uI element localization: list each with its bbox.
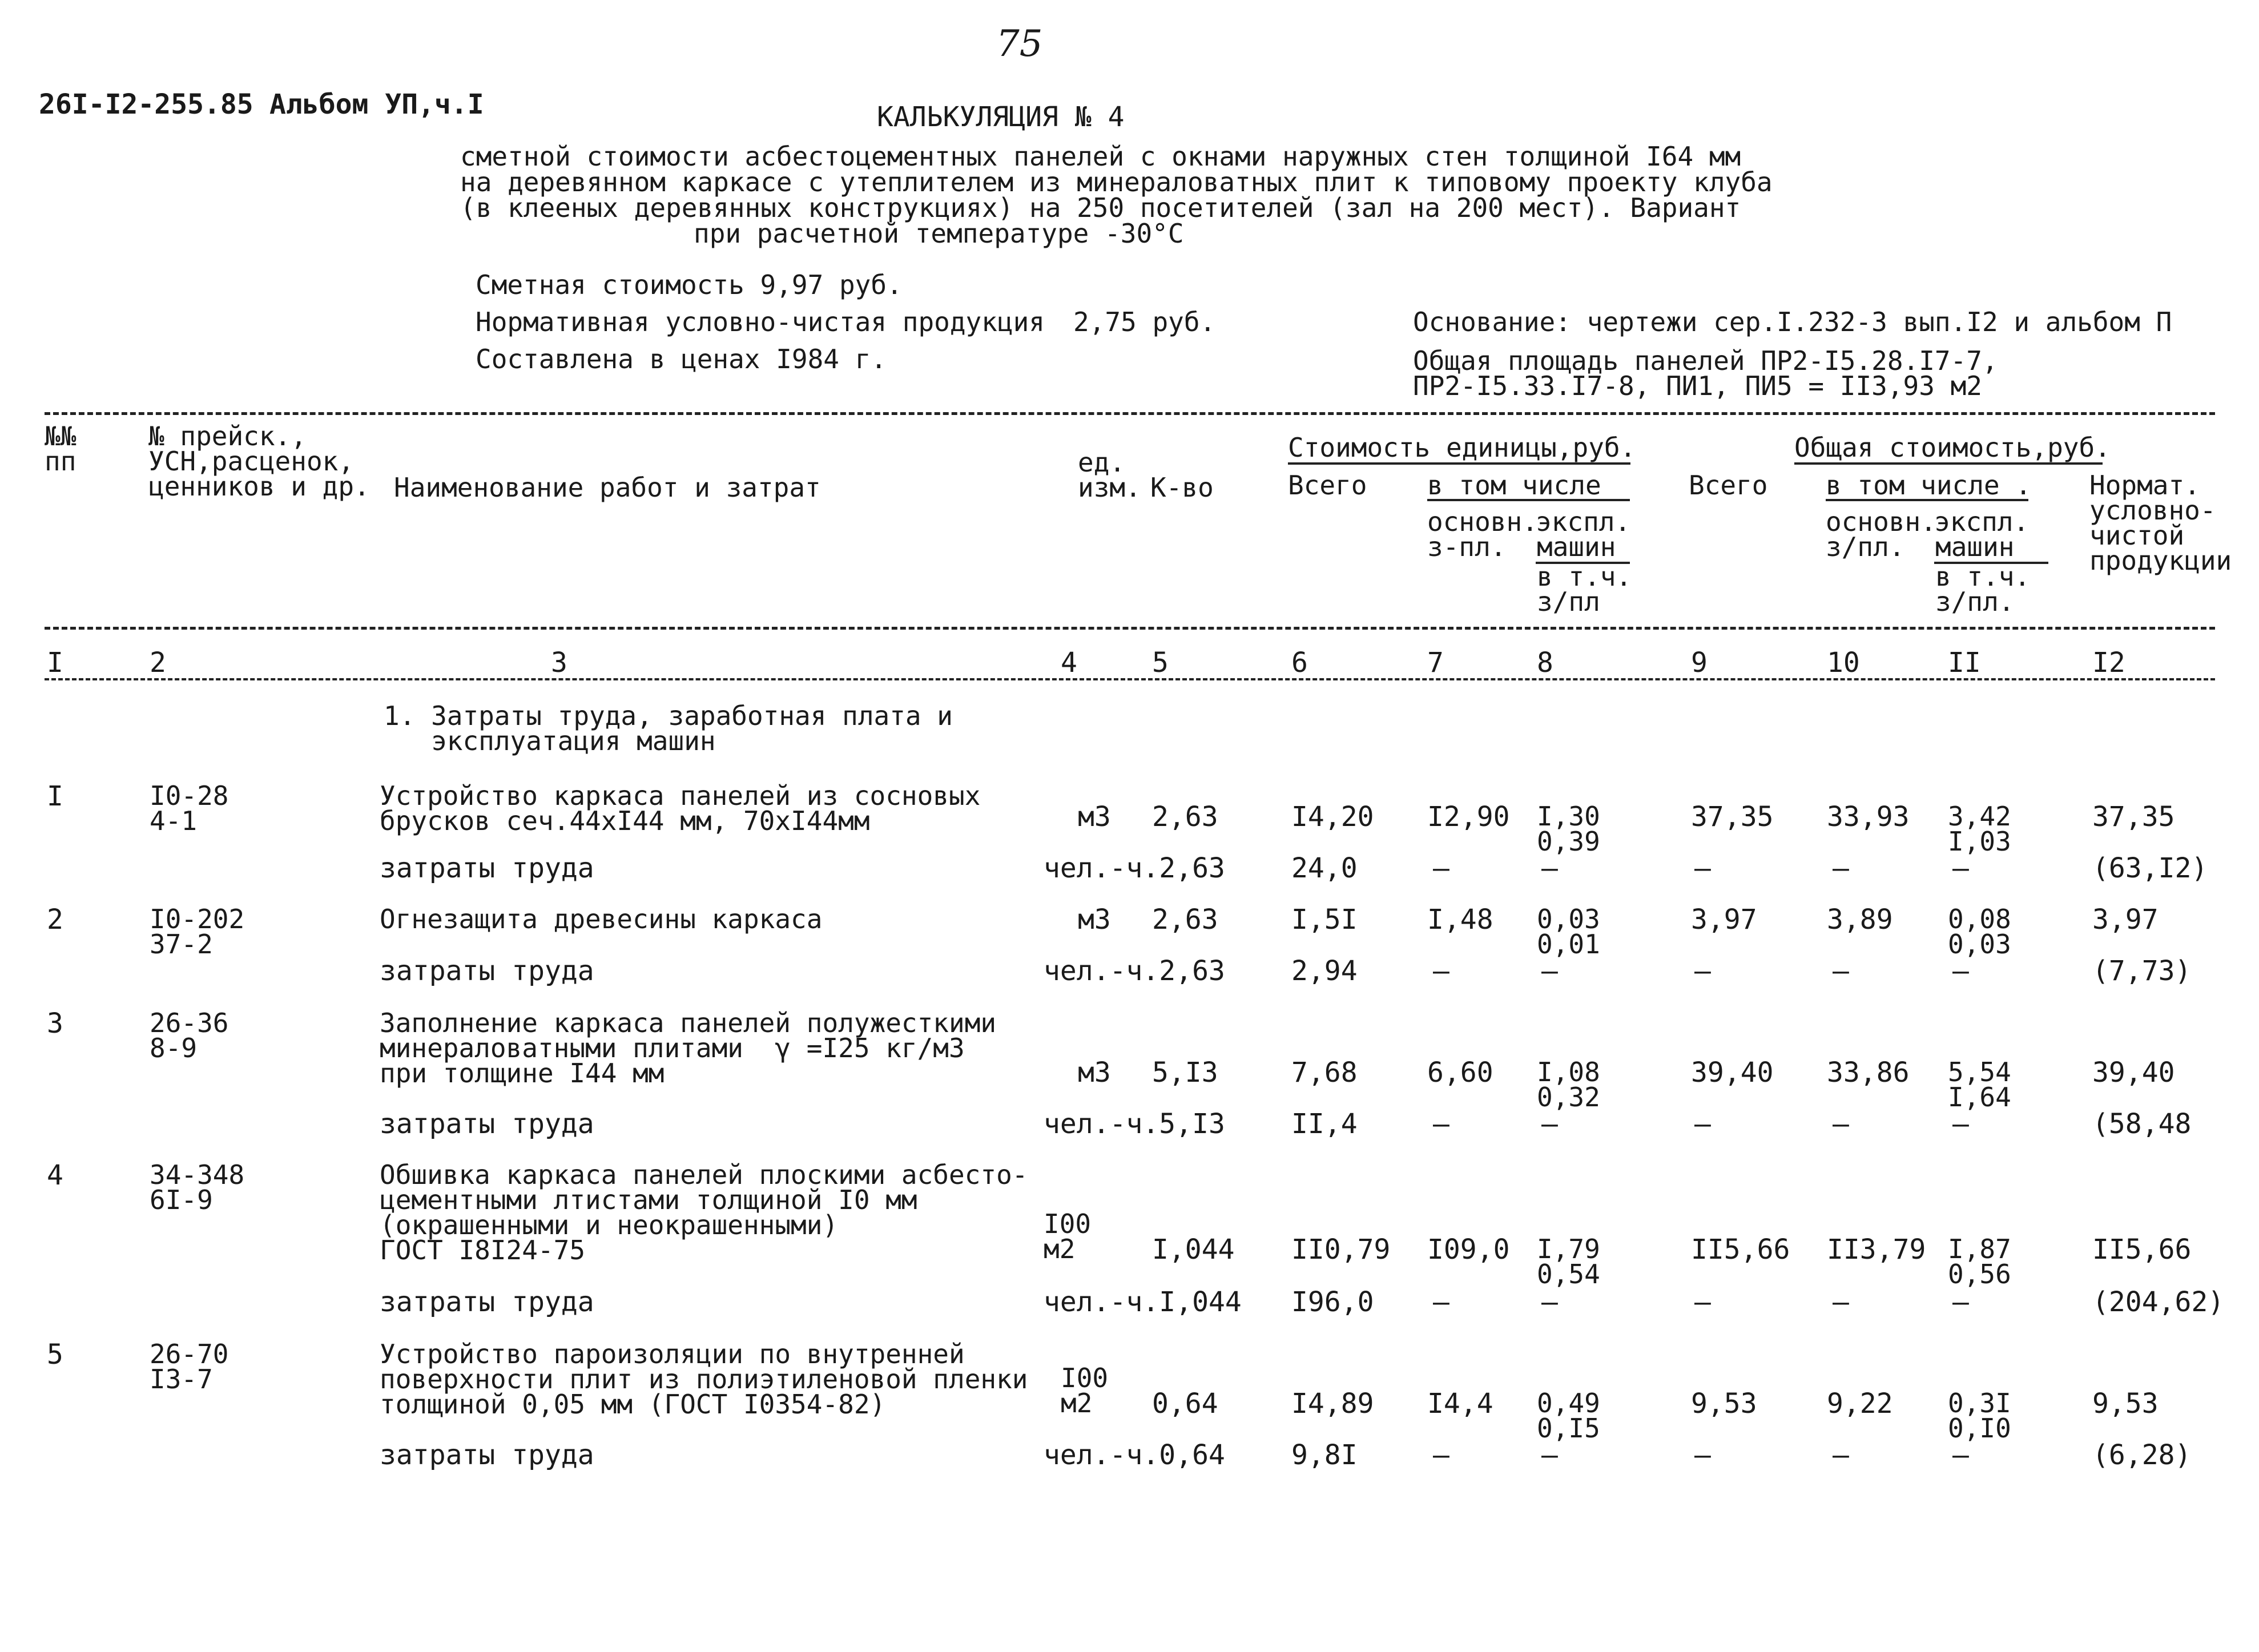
row-total: II5,66 bbox=[1691, 1234, 1790, 1266]
column-number: 7 bbox=[1427, 647, 1444, 679]
dash: – bbox=[1541, 852, 1558, 884]
row-number: 3 bbox=[47, 1008, 63, 1039]
header-bottom-rule bbox=[45, 627, 2215, 630]
labor-unit-qty: чел.-ч.2,63 bbox=[1044, 955, 1225, 987]
header-unit-incl: в том числе bbox=[1427, 470, 1601, 501]
column-number: 3 bbox=[551, 647, 567, 679]
row-unit-wage: 6,60 bbox=[1427, 1057, 1493, 1089]
dash: – bbox=[1952, 1439, 1969, 1471]
subtitle-line: на деревянном каркасе с утеплителем из минераловатных плит к типовому проекту клуба bbox=[460, 167, 1773, 198]
panel-area-line: Общая площадь панелей ПР2-I5.28.I7-7, bbox=[1413, 345, 1998, 376]
row-work-name: Огнезащита древесины каркаса bbox=[380, 904, 823, 934]
norm-product-value: 2,75 руб. bbox=[1073, 307, 1216, 337]
row-reference: I0-202 37-2 bbox=[150, 904, 245, 960]
dash: – bbox=[1433, 852, 1449, 884]
row-total-wage: 3,89 bbox=[1827, 904, 1893, 936]
row-norm-product: II5,66 bbox=[2092, 1234, 2192, 1266]
labor-unit-qty: чел.-ч.0,64 bbox=[1044, 1439, 1225, 1471]
labor-label: затраты труда bbox=[380, 955, 594, 987]
row-unit-machines: I,30 0,39 bbox=[1537, 801, 1600, 857]
row-number: 5 bbox=[47, 1339, 63, 1371]
dash: – bbox=[1433, 1439, 1449, 1471]
album-label: Альбом УП,ч.I bbox=[269, 88, 484, 120]
row-total: 39,40 bbox=[1691, 1057, 1774, 1089]
subtitle-line: сметной стоимости асбестоцементных панелей с окнами наружных стен толщиной I64 мм bbox=[460, 141, 1741, 172]
row-reference: I0-28 4-1 bbox=[150, 780, 229, 836]
header-total-incl-wage: в т.ч. з/пл. bbox=[1935, 561, 2031, 617]
labor-unit-qty: чел.-ч.5,I3 bbox=[1044, 1108, 1225, 1140]
row-number: I bbox=[47, 780, 63, 812]
header-total-incl: в том числе . bbox=[1826, 470, 2032, 501]
row-quantity: I,044 bbox=[1152, 1234, 1235, 1266]
column-number: 2 bbox=[150, 647, 166, 679]
page-number: 75 bbox=[996, 23, 1043, 65]
column-number: I bbox=[47, 647, 63, 679]
column-number: II bbox=[1948, 647, 1981, 679]
header-unit-incl-wage: в т.ч. з/пл bbox=[1537, 561, 1632, 617]
dash: – bbox=[1433, 1286, 1449, 1318]
dash: – bbox=[1833, 1286, 1849, 1318]
row-total: 9,53 bbox=[1691, 1388, 1757, 1420]
table-top-rule bbox=[45, 412, 2215, 415]
dash: – bbox=[1694, 1108, 1711, 1140]
dash: – bbox=[1952, 1286, 1969, 1318]
dash: – bbox=[1952, 852, 1969, 884]
row-unit: м3 bbox=[1078, 1057, 1111, 1089]
row-total-wage: 9,22 bbox=[1827, 1388, 1893, 1420]
dash: – bbox=[1833, 852, 1849, 884]
norm-product-label: Нормативная условно-чистая продукция bbox=[476, 307, 1045, 337]
row-total-wage: 33,86 bbox=[1827, 1057, 1910, 1089]
row-norm-product: 37,35 bbox=[2092, 801, 2175, 833]
labor-hours: 24,0 bbox=[1291, 852, 1358, 884]
labor-norm: (204,62) bbox=[2092, 1286, 2225, 1318]
header-unit-expl: экспл. bbox=[1536, 506, 1631, 537]
header-norm-product: Нормат. условно- чистой продукции bbox=[2089, 470, 2232, 576]
labor-norm: (58,48 bbox=[2092, 1108, 2192, 1140]
document-title: КАЛЬКУЛЯЦИЯ № 4 bbox=[877, 101, 1125, 133]
header-total-expl: экспл. bbox=[1934, 506, 2030, 537]
header-unit-total: Всего bbox=[1288, 470, 1367, 501]
column-number: 5 bbox=[1152, 647, 1169, 679]
row-quantity: 2,63 bbox=[1152, 801, 1218, 833]
row-unit-machines: 0,49 0,I5 bbox=[1537, 1388, 1600, 1444]
row-total-machines: 3,42 I,03 bbox=[1948, 801, 2011, 857]
row-unit-total: I4,89 bbox=[1291, 1388, 1374, 1420]
header-grand-total: Всего bbox=[1689, 470, 1768, 501]
labor-hours: 9,8I bbox=[1291, 1439, 1358, 1471]
dash: – bbox=[1694, 955, 1711, 987]
dash: – bbox=[1541, 1108, 1558, 1140]
labor-norm: (7,73) bbox=[2092, 955, 2192, 987]
row-total-machines: I,87 0,56 bbox=[1948, 1234, 2011, 1290]
column-numbers-rule bbox=[45, 678, 2215, 680]
dash: – bbox=[1833, 1108, 1849, 1140]
labor-hours: II,4 bbox=[1291, 1108, 1358, 1140]
row-total-machines: 0,08 0,03 bbox=[1948, 904, 2011, 960]
row-unit: м3 bbox=[1078, 801, 1111, 833]
row-unit-total: II0,79 bbox=[1291, 1234, 1391, 1266]
row-work-name: Обшивка каркаса панелей плоскими асбесто- цементными лтистами толщиной I0 мм (окрашенными и неокрашенными) ГОСТ I8I24-75 bbox=[380, 1159, 1028, 1266]
dash: – bbox=[1541, 1286, 1558, 1318]
row-quantity: 2,63 bbox=[1152, 904, 1218, 936]
labor-norm: (6,28) bbox=[2092, 1439, 2192, 1471]
row-unit-machines: I,79 0,54 bbox=[1537, 1234, 1600, 1290]
row-work-name: Устройство пароизоляции по внутренней поверхности плит из полиэтиленовой пленки толщиной 0,05 мм (ГОСТ I0354-82) bbox=[380, 1339, 1028, 1420]
row-total-wage: 33,93 bbox=[1827, 801, 1910, 833]
row-total: 3,97 bbox=[1691, 904, 1757, 936]
row-unit: I00 м2 bbox=[1061, 1363, 1109, 1419]
labor-unit-qty: чел.-ч.I,044 bbox=[1044, 1286, 1242, 1318]
header-reference: № прейск., УСН,расценок, ценников и др. bbox=[148, 421, 370, 502]
row-unit-machines: I,08 0,32 bbox=[1537, 1057, 1600, 1113]
header-unit-wage: основн. з-пл. bbox=[1427, 506, 1538, 562]
row-work-name: Устройство каркаса панелей из сосновых брусков сеч.44хI44 мм, 70хI44мм bbox=[380, 780, 981, 836]
header-total-cost: Общая стоимость,руб. bbox=[1794, 432, 2111, 463]
header-underline bbox=[1427, 499, 1630, 501]
labor-label: затраты труда bbox=[380, 1439, 594, 1471]
header-work-name: Наименование работ и затрат bbox=[394, 472, 821, 503]
header-underline bbox=[1288, 462, 1630, 465]
dash: – bbox=[1433, 955, 1449, 987]
labor-label: затраты труда bbox=[380, 1108, 594, 1140]
row-norm-product: 3,97 bbox=[2092, 904, 2159, 936]
price-year: Составлена в ценах I984 г. bbox=[476, 344, 887, 374]
labor-label: затраты труда bbox=[380, 1286, 594, 1318]
dash: – bbox=[1833, 955, 1849, 987]
labor-unit-qty: чел.-ч.2,63 bbox=[1044, 852, 1225, 884]
dash: – bbox=[1433, 1108, 1449, 1140]
row-norm-product: 39,40 bbox=[2092, 1057, 2175, 1089]
row-unit: I00 м2 bbox=[1044, 1208, 1092, 1264]
dash: – bbox=[1952, 1108, 1969, 1140]
header-total-wage: основн. з/пл. bbox=[1826, 506, 1936, 562]
dash: – bbox=[1541, 1439, 1558, 1471]
row-reference: 26-70 I3-7 bbox=[150, 1339, 229, 1395]
row-unit-wage: I,48 bbox=[1427, 904, 1493, 936]
estimated-cost: Сметная стоимость 9,97 руб. bbox=[476, 269, 903, 300]
subtitle-line: при расчетной температуре -30°С bbox=[694, 218, 1184, 249]
row-unit-wage: I2,90 bbox=[1427, 801, 1510, 833]
header-underline bbox=[1794, 462, 2103, 465]
column-number: 8 bbox=[1537, 647, 1553, 679]
labor-hours: I96,0 bbox=[1291, 1286, 1374, 1318]
row-work-name: Заполнение каркаса панелей полужесткими минераловатными плитами γ =I25 кг/м3 при толщине I44 мм bbox=[380, 1008, 997, 1089]
row-number: 2 bbox=[47, 904, 63, 936]
row-number: 4 bbox=[47, 1159, 63, 1191]
labor-label: затраты труда bbox=[380, 852, 594, 884]
labor-norm: (63,I2) bbox=[2092, 852, 2208, 884]
row-total-wage: II3,79 bbox=[1827, 1234, 1926, 1266]
dash: – bbox=[1541, 955, 1558, 987]
document-code: 26I-I2-255.85 bbox=[39, 88, 253, 120]
row-unit-total: 7,68 bbox=[1291, 1057, 1358, 1089]
row-unit-machines: 0,03 0,01 bbox=[1537, 904, 1600, 960]
column-number: 10 bbox=[1827, 647, 1860, 679]
row-norm-product: 9,53 bbox=[2092, 1388, 2159, 1420]
row-total-machines: 5,54 I,64 bbox=[1948, 1057, 2011, 1113]
header-underline bbox=[1826, 499, 2028, 501]
row-total-machines: 0,3I 0,I0 bbox=[1948, 1388, 2011, 1444]
column-number: 4 bbox=[1061, 647, 1077, 679]
column-number: I2 bbox=[2092, 647, 2125, 679]
row-quantity: 5,I3 bbox=[1152, 1057, 1218, 1089]
row-total: 37,35 bbox=[1691, 801, 1774, 833]
basis: Основание: чертежи сер.I.232-3 вып.I2 и альбом П bbox=[1413, 307, 2172, 337]
row-unit-total: I4,20 bbox=[1291, 801, 1374, 833]
row-unit-wage: I4,4 bbox=[1427, 1388, 1493, 1420]
row-unit: м3 bbox=[1078, 904, 1111, 936]
labor-hours: 2,94 bbox=[1291, 955, 1358, 987]
row-unit-total: I,5I bbox=[1291, 904, 1358, 936]
header-unit-machines: машин bbox=[1537, 531, 1616, 562]
section-title: 1. Затраты труда, заработная плата и эксплуатация машин bbox=[384, 700, 953, 756]
dash: – bbox=[1694, 852, 1711, 884]
header-unit: ед. изм. bbox=[1078, 447, 1141, 503]
row-unit-wage: I09,0 bbox=[1427, 1234, 1510, 1266]
dash: – bbox=[1952, 955, 1969, 987]
row-reference: 26-36 8-9 bbox=[150, 1008, 229, 1063]
panel-area-line: ПР2-I5.33.I7-8, ПИ1, ПИ5 = II3,93 м2 bbox=[1413, 370, 1982, 401]
header-quantity: К-во bbox=[1150, 472, 1214, 503]
column-number: 6 bbox=[1291, 647, 1308, 679]
header-unit-cost: Стоимость единицы,руб. bbox=[1288, 432, 1636, 463]
dash: – bbox=[1694, 1286, 1711, 1318]
header-row-number: №№ пп bbox=[45, 421, 76, 477]
dash: – bbox=[1833, 1439, 1849, 1471]
subtitle-line: (в клееных деревянных конструкциях) на 250 посетителей (зал на 200 мест). Вариант bbox=[460, 192, 1741, 223]
column-number: 9 bbox=[1691, 647, 1708, 679]
row-quantity: 0,64 bbox=[1152, 1388, 1218, 1420]
row-reference: 34-348 6I-9 bbox=[150, 1159, 245, 1215]
dash: – bbox=[1694, 1439, 1711, 1471]
header-total-machines: машин bbox=[1935, 531, 2015, 562]
